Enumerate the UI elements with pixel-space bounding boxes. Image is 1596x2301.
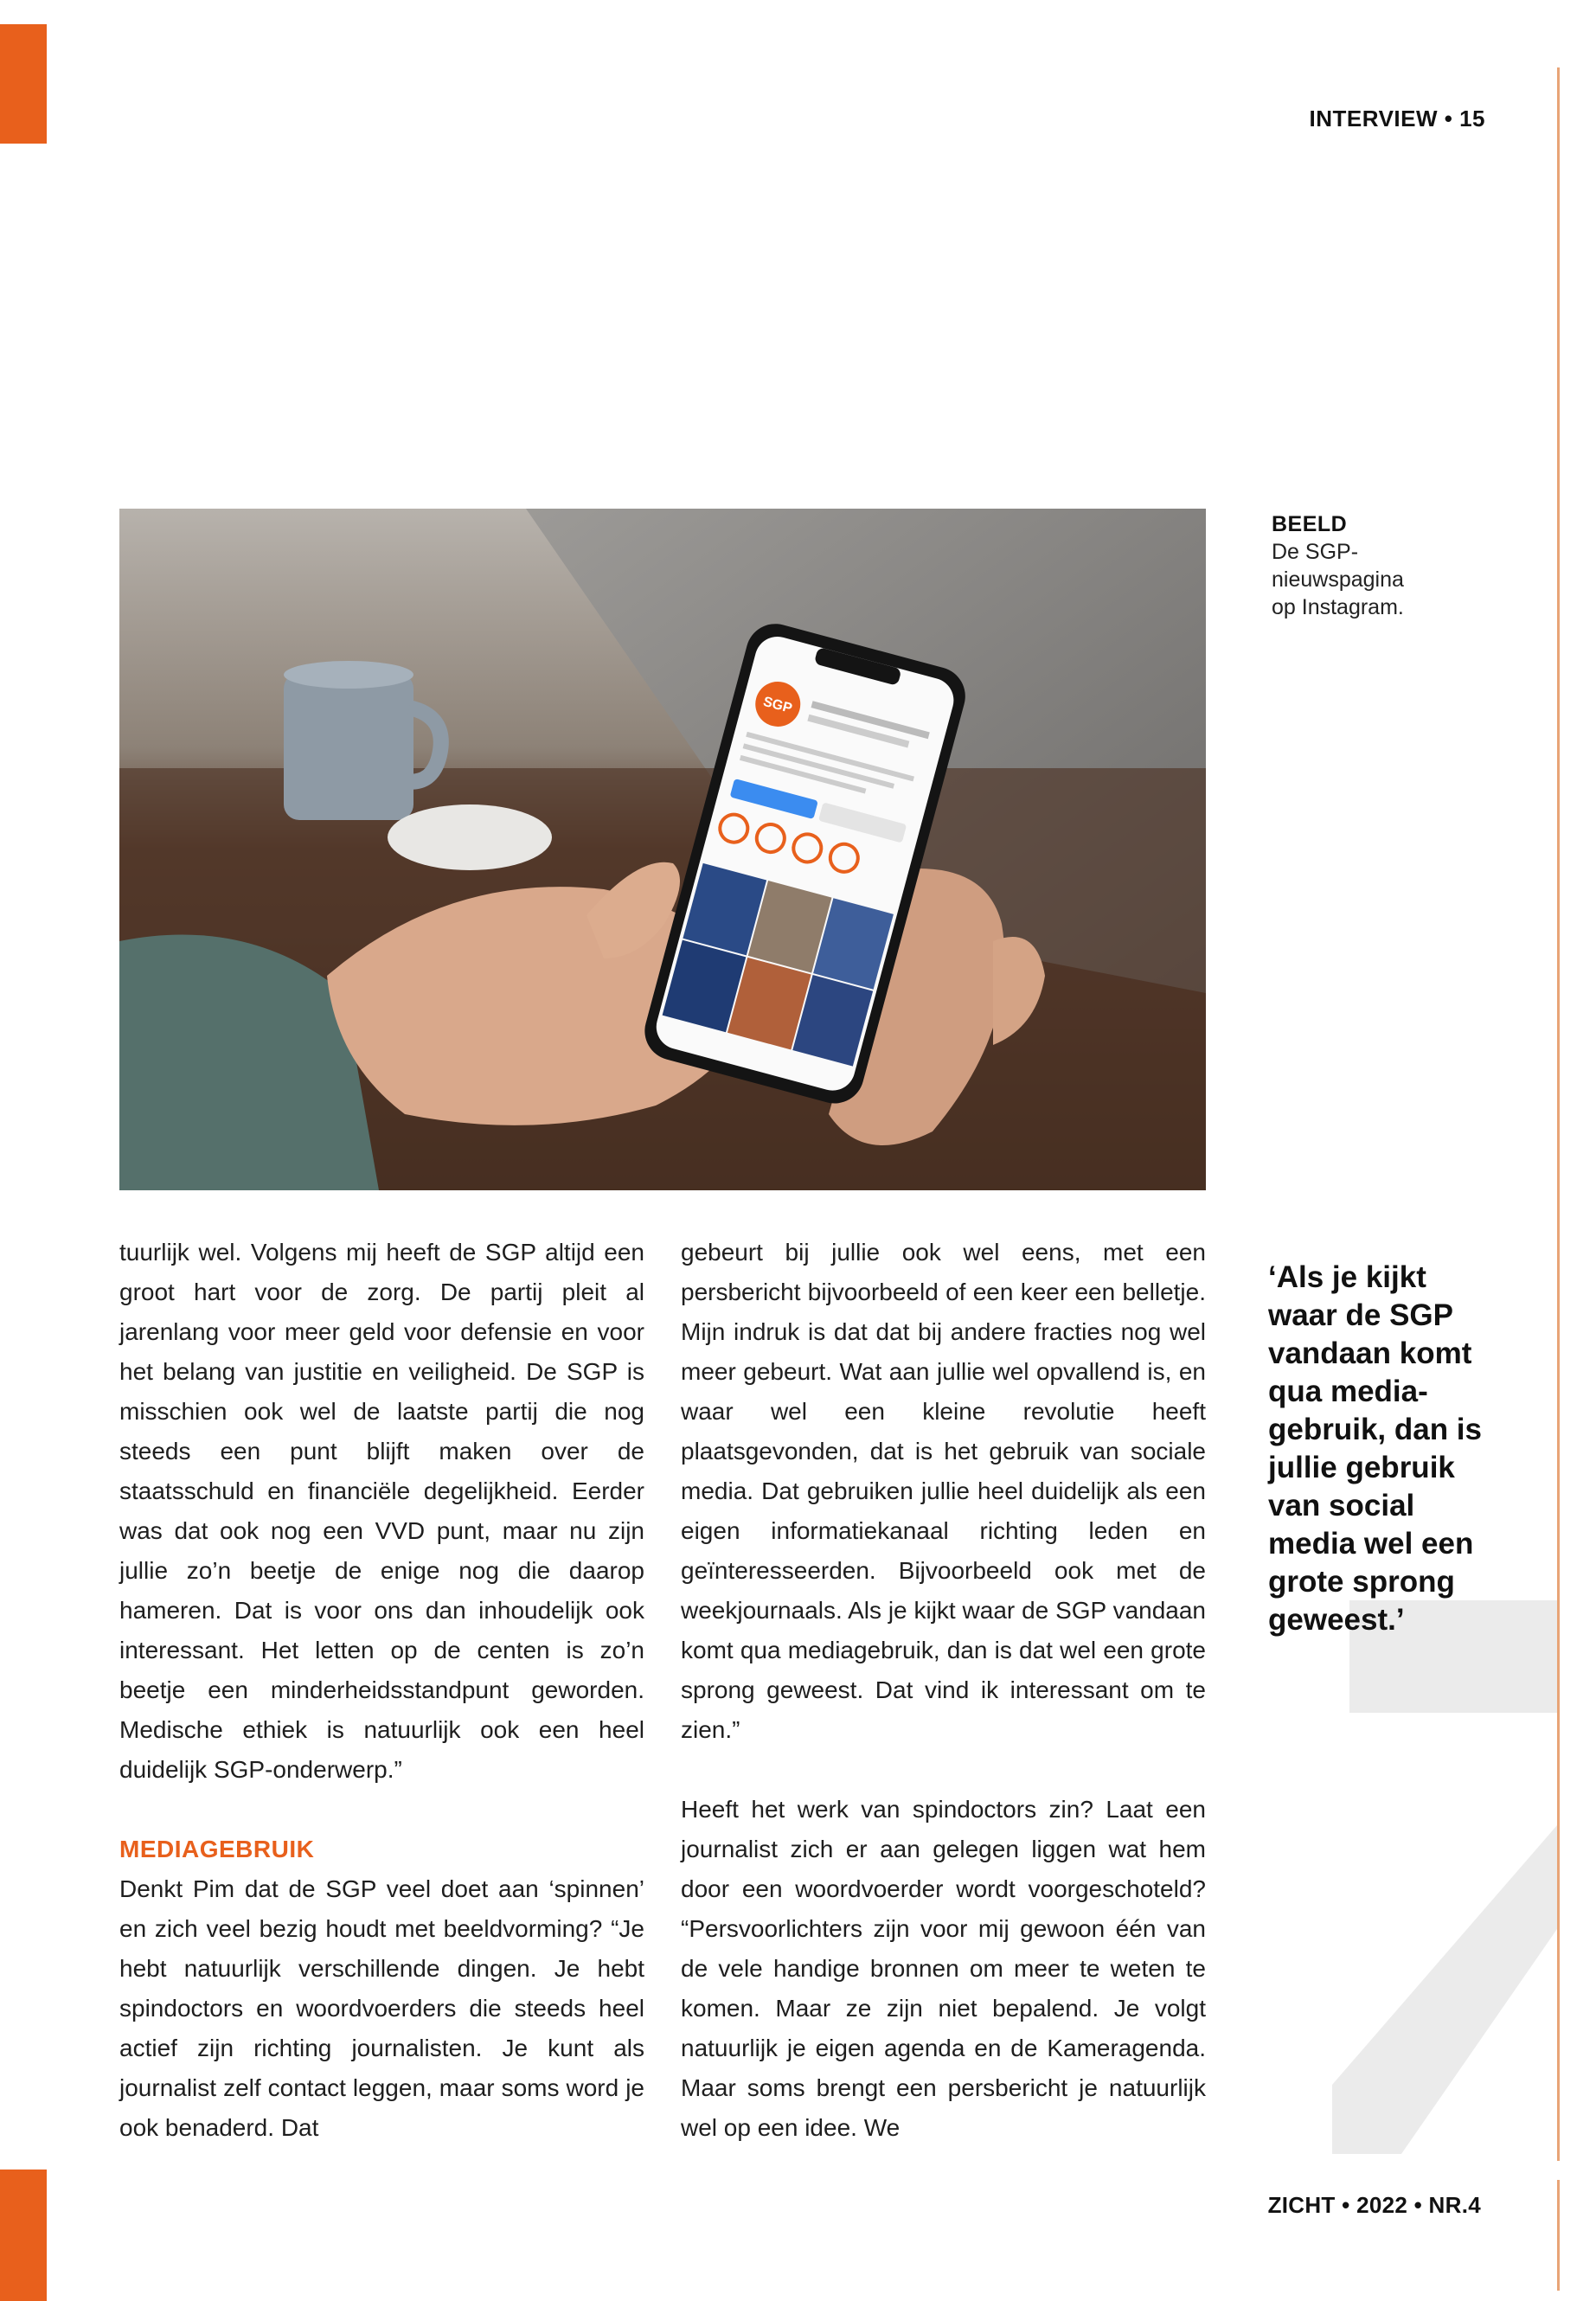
- quote-line: ‘Als je kijkt: [1268, 1260, 1426, 1294]
- decorative-z-mark-icon: [1332, 1600, 1557, 2154]
- paragraph: gebeurt bij jullie ook wel eens, met een persbericht bijvoorbeeld of een keer een belletje. Mijn indruk is dat dat bij andere fracties nog wel meer gebeurt. Wat aan jullie wel opvallend is, en waar wel een kleine revolutie heeft plaatsgevonden, dat is het gebruik van sociale media. Dat gebruiken jullie heel duidelijk als een eigen informatiekanaal richting leden en geïnteresseerden. Bijvoorbeeld ook met de weekjournaals. Als je kijkt waar de SGP vandaan komt qua mediagebruik, dan is dat wel een grote sprong geweest. Dat vind ik interessant om te zien.”: [681, 1239, 1206, 1743]
- svg-text:SGP: SGP: [761, 694, 794, 716]
- paragraph: Heeft het werk van spindoctors zin? Laat een journalist zich er aan gelegen liggen wat hem door een woordvoerder wordt voorgeschoteld? “Persvoorlichters zijn voor mij gewoon één van de vele handige bronnen om meer te weten te komen. Maar ze zijn niet bepalend. Je volgt natuurlijk je eigen agenda en de Kameragenda. Maar soms brengt een persbericht je natuurlijk wel op een idee. We: [681, 1796, 1206, 2141]
- page-header: INTERVIEW • 15: [1309, 106, 1485, 131]
- photo-caption: [1272, 510, 1497, 621]
- quote-line: vandaan komt: [1268, 1336, 1472, 1370]
- quote-line: waar de SGP: [1268, 1298, 1453, 1332]
- text-column-left: [119, 1233, 644, 2148]
- caption-line: op Instagram.: [1272, 595, 1404, 619]
- quote-line: grote sprong: [1268, 1565, 1455, 1599]
- quote-line: van social: [1268, 1489, 1415, 1522]
- quote-line: gebruik, dan is: [1268, 1413, 1482, 1446]
- vertical-rule: [1557, 67, 1560, 2161]
- caption-title: BEELD: [1272, 512, 1348, 536]
- accent-bar-top: [0, 24, 47, 144]
- text-column-middle: [681, 1233, 1206, 2148]
- paragraph: Denkt Pim dat de SGP veel doet aan ‘spinnen’ en zich veel bezig houdt met beeldvorming? “Je hebt natuurlijk verschillende dingen. Je hebt spindoctors en woordvoerders die steeds heel actief zijn richting journalisten. Je kunt als journalist zelf contact leggen, maar soms word je ook benaderd. Dat: [119, 1875, 644, 2141]
- quote-line: jullie gebruik: [1268, 1451, 1455, 1484]
- phone-instagram-photo-icon: [119, 509, 1206, 1190]
- paragraph: tuurlijk wel. Volgens mij heeft de SGP altijd een groot hart voor de zorg. De partij pleit al jarenlang voor meer geld voor defensie en voor het belang van justitie en veiligheid. De SGP is misschien ook wel de laatste partij die nog steeds een punt blijft maken over de staatsschuld en financiële degelijkheid. Eerder was dat ook nog een VVD punt, maar nu zijn jullie zo’n beetje de enige nog die daarop hameren. Dat is voor ons dan inhoudelijk ook interessant. Het letten op de centen is zo’n beetje een minderheidsstandpunt geworden. Medische ethiek is natuurlijk ook een heel duidelijk SGP-onderwerp.”: [119, 1239, 644, 1783]
- quote-line: media wel een: [1268, 1527, 1474, 1561]
- vertical-rule-footer: [1557, 2180, 1560, 2291]
- article-photo: [119, 509, 1206, 1190]
- quote-line: geweest.’: [1268, 1603, 1405, 1637]
- page-footer: ZICHT • 2022 • NR.4: [1267, 2192, 1481, 2218]
- accent-bar-bottom: [0, 2170, 47, 2301]
- quote-line: qua media-: [1268, 1375, 1428, 1408]
- pull-quote: [1268, 1259, 1510, 1639]
- section-subheading: MEDIAGEBRUIK: [119, 1836, 315, 1862]
- caption-line: nieuwspagina: [1272, 567, 1404, 592]
- caption-line: De SGP-: [1272, 540, 1359, 564]
